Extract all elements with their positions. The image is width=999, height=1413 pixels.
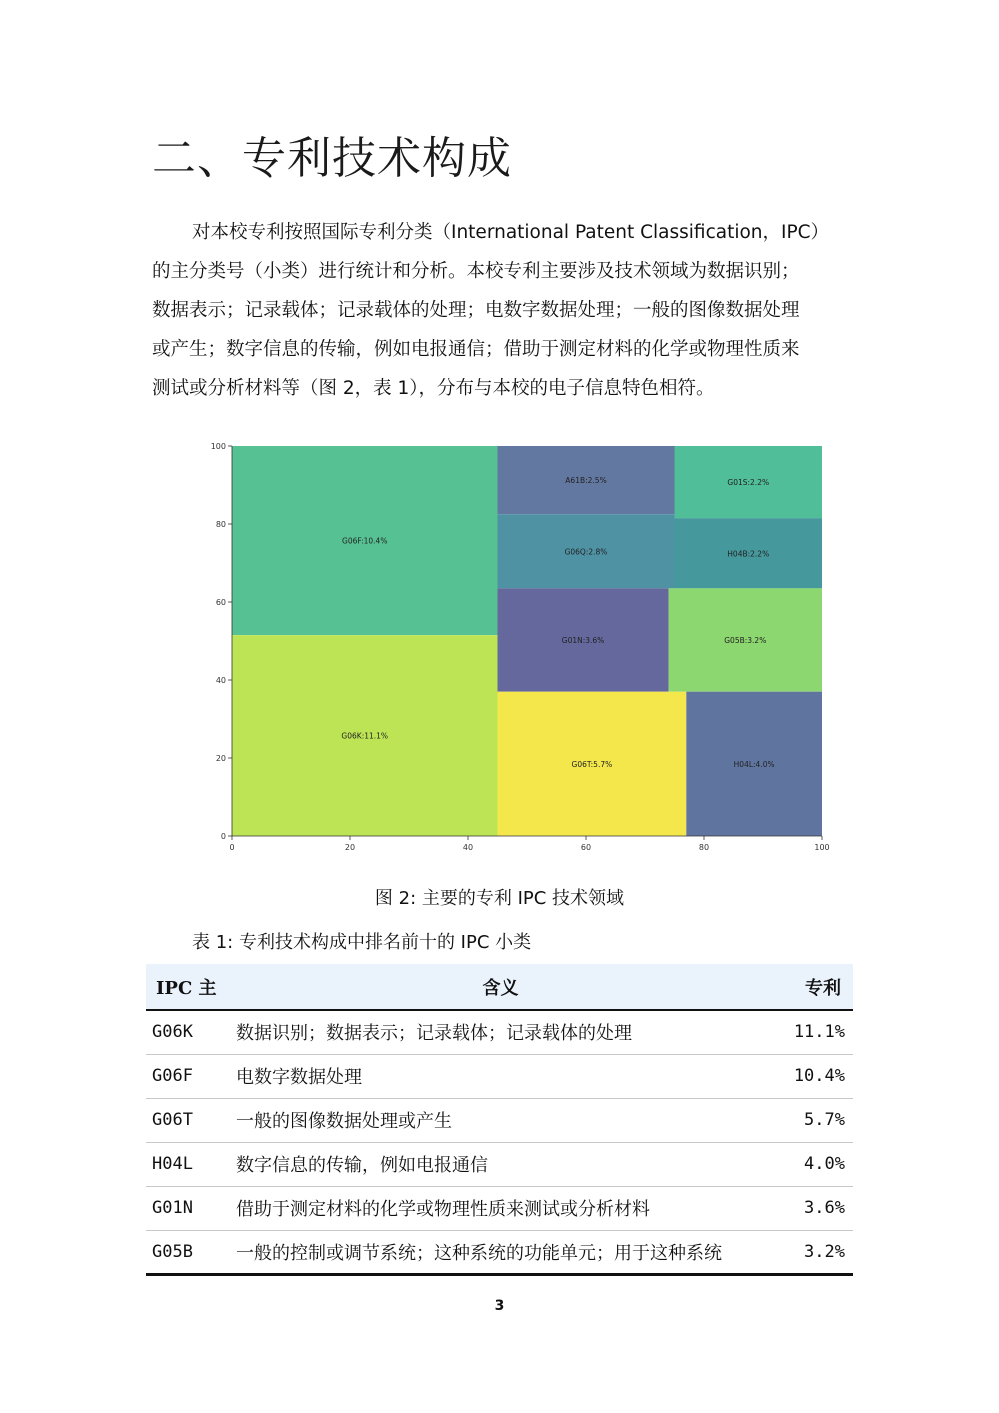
figure-caption: 图 2: 主要的专利 IPC 技术领域 — [374, 888, 625, 909]
y-tick-label: 80 — [215, 520, 226, 529]
table-row — [146, 1098, 853, 1142]
treemap-cell-label: G05B:3.2% — [724, 636, 767, 646]
x-tick-label: 20 — [344, 843, 356, 852]
ipc-table — [146, 964, 853, 1276]
row-meaning: 数据识别；数据表示；记录载体；记录载体的处理 — [230, 1010, 771, 1054]
intro-line: 的主分类号（小类）进行统计和分析。本校专利主要涉及技术领域为数据识别； — [152, 261, 800, 282]
row-share: 4.0% — [771, 1142, 853, 1186]
table-row — [146, 1230, 853, 1274]
row-share: 10.4% — [771, 1054, 853, 1098]
intro-line: 测试或分析材料等（图 2，表 1），分布与本校的电子信息特色相符。 — [152, 378, 715, 399]
row-code: H04L — [146, 1142, 230, 1186]
x-tick-label: 60 — [580, 843, 592, 852]
x-tick-label: 0 — [229, 843, 235, 852]
y-tick-label: 0 — [220, 832, 226, 841]
x-tick-label: 100 — [814, 843, 830, 852]
treemap-cell-label: H04L:4.0% — [733, 759, 775, 769]
y-tick-label: 100 — [210, 442, 226, 451]
row-meaning: 一般的控制或调节系统；这种系统的功能单元；用于这种系统 — [230, 1230, 771, 1274]
row-code: G06K — [146, 1010, 230, 1054]
treemap-chart — [205, 438, 835, 858]
row-code: G01N — [146, 1186, 230, 1230]
table-row — [146, 1142, 853, 1186]
row-meaning: 一般的图像数据处理或产生 — [230, 1098, 771, 1142]
intro-line: 数据表示；记录载体；记录载体的处理；电数字数据处理；一般的图像数据处理 — [152, 300, 800, 321]
treemap-svg — [205, 438, 835, 858]
row-meaning: 电数字数据处理 — [230, 1054, 771, 1098]
treemap-cell-label: G06F:10.4% — [342, 536, 388, 546]
row-code: G06F — [146, 1054, 230, 1098]
header-meaning: 含义 — [230, 964, 771, 1010]
row-share: 5.7% — [771, 1098, 853, 1142]
page-title: 二、专利技术构成 — [152, 133, 512, 184]
row-code: G06T — [146, 1098, 230, 1142]
row-code: G05B — [146, 1230, 230, 1274]
treemap-cell-label: G06Q:2.8% — [564, 547, 608, 557]
x-tick-label: 80 — [698, 843, 710, 852]
table-header-row — [146, 964, 853, 1010]
treemap-cell-label: H04B:2.2% — [727, 549, 770, 559]
intro-line: 对本校专利按照国际专利分类（International Patent Classification，IPC） — [192, 222, 830, 243]
table-row — [146, 1010, 853, 1054]
table-row — [146, 1186, 853, 1230]
treemap-cell-label: G01N:3.6% — [561, 636, 605, 646]
treemap-cell-label: G06T:5.7% — [571, 759, 613, 769]
row-share: 3.2% — [771, 1230, 853, 1274]
intro-paragraph — [152, 213, 852, 408]
header-ipc-code: IPC 主 — [146, 964, 230, 1010]
y-tick-label: 60 — [215, 598, 226, 607]
row-share: 11.1% — [771, 1010, 853, 1054]
row-meaning: 数字信息的传输，例如电报通信 — [230, 1142, 771, 1186]
table-row — [146, 1054, 853, 1098]
treemap-cell-label: A61B:2.5% — [565, 476, 607, 486]
row-meaning: 借助于测定材料的化学或物理性质来测试或分析材料 — [230, 1186, 771, 1230]
header-share: 专利 — [771, 964, 853, 1010]
y-tick-label: 20 — [215, 754, 226, 763]
row-share: 3.6% — [771, 1186, 853, 1230]
y-tick-label: 40 — [215, 676, 226, 685]
table-title: 表 1: 专利技术构成中排名前十的 IPC 小类 — [192, 932, 532, 953]
page-number: 3 — [494, 1298, 505, 1314]
intro-line: 或产生；数字信息的传输，例如电报通信；借助于测定材料的化学或物理性质来 — [152, 339, 800, 360]
x-tick-label: 40 — [462, 843, 474, 852]
treemap-cell-label: G06K:11.1% — [341, 731, 389, 741]
treemap-cell-label: G01S:2.2% — [727, 478, 770, 488]
